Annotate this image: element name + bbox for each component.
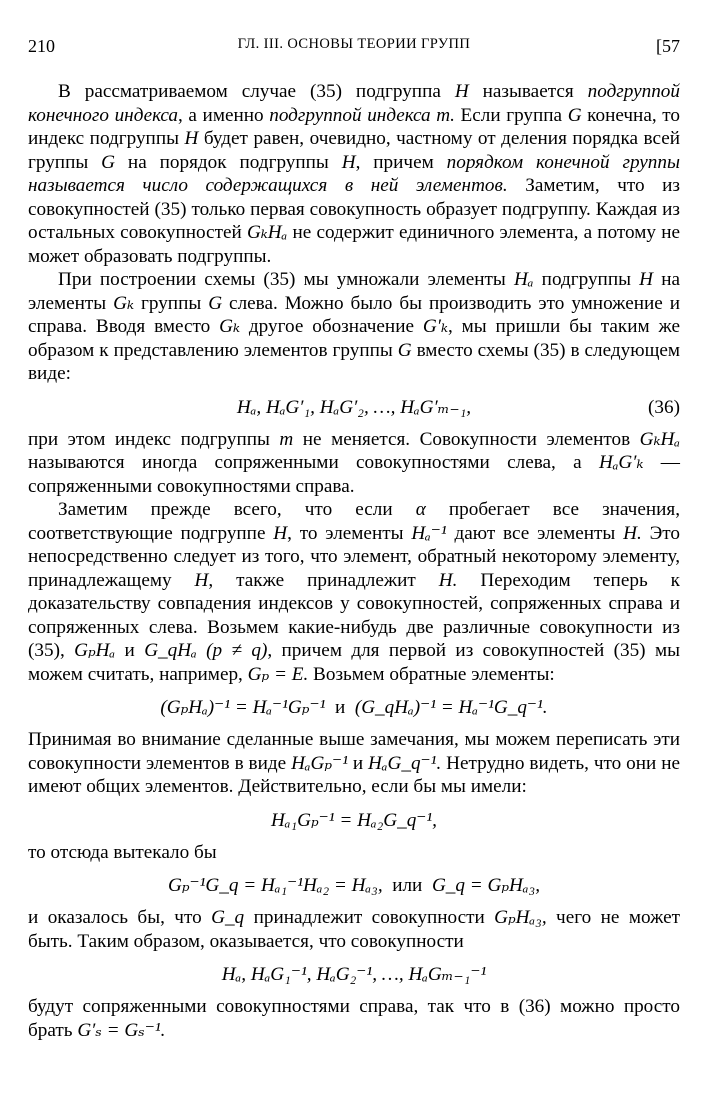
equation-consequence: Gₚ⁻¹G_q = Hₐ₁⁻¹Hₐ₂ = Hₐ₃, или G_q = GₚHₐ₃, bbox=[167, 875, 540, 896]
paragraph-4: Заметим прежде всего, что если α пробегает все значения, соответствующие подгруппе H, то элементы Hₐ⁻¹ дают все элементы H. Это непосредственно следует из того, что элемент, обратный некоторому элементу, принадлежащему H, также принадлежит H. Переходим теперь к доказательству совпадения индексов у совокупностей, сопряженных справа и сопряженных слева. Возьмем какие-нибудь две различные совокупности из (35), GₚHₐ и G_qHₐ (p ≠ q), причем для первой из совокупностей (35) мы можем считать, например, Gₚ = E. Возьмем обратные элементы: bbox=[28, 499, 680, 685]
section-number: [57 bbox=[656, 36, 680, 56]
equation-36 bbox=[28, 396, 680, 420]
equation-inverses: (GₚHₐ)⁻¹ = Hₐ⁻¹Gₚ⁻¹ и (G_qHₐ)⁻¹ = Hₐ⁻¹G_q⁻¹. bbox=[160, 697, 548, 718]
paragraph-2: При построении схемы (35) мы умножали элементы Hₐ подгруппы H на элементы Gₖ группы G слева. Можно было бы производить это умножение и справа. Вводя вместо Gₖ другое обозначение G′ₖ, мы пришли бы таким же образом к представлению элементов группы G вместо схемы (35) в следующем виде: bbox=[28, 269, 681, 384]
equation-36-body: Hₐ, HₐG′₁, HₐG′₂, …, HₐG′ₘ₋₁, bbox=[236, 396, 472, 418]
book-page bbox=[28, 36, 680, 1042]
paragraph-1: В рассматриваемом случае (35) подгруппа H называется подгруппой конечного индекса, а именно подгруппой индекса m. Если группа G конечна, то индекс подгруппы H будет равен, очевидно, частному от деления порядка всей группы G на порядок подгруппы H, причем порядком конечной группы называется число содержащихся в ней элементов. Заметим, что из совокупностей (35) только первая совокупность образует подгруппу. Каждая из остальных совокупностей GₖHₐ не содержит единичного элемента, а потому не может образовать подгруппы. bbox=[28, 81, 680, 267]
paragraph-8: будут сопряженными совокупностями справа, так что в (36) можно просто брать G′ₛ = Gₛ⁻¹. bbox=[28, 996, 680, 1041]
paragraph-6: то отсюда вытекало бы bbox=[28, 841, 217, 863]
page-number: 210 bbox=[28, 36, 55, 56]
paragraph-5: Принимая во внимание сделанные выше замечания, мы можем переписать эти совокупности элементов в виде HₐGₚ⁻¹ и HₐG_q⁻¹. Нетрудно видеть, что они не имеют общих элементов. Действительно, если бы мы имели: bbox=[28, 729, 680, 797]
equation-right-cosets: Hₐ, HₐG₁⁻¹, HₐG₂⁻¹, …, HₐGₘ₋₁⁻¹ bbox=[221, 964, 487, 985]
paragraph-3: при этом индекс подгруппы m не меняется. Совокупности элементов GₖHₐ называются иногда сопряженными совокупностями слева, а HₐG′ₖ — сопряженными совокупностями справа. bbox=[28, 428, 680, 497]
equation-36-number: (36) bbox=[648, 396, 680, 418]
running-title: ГЛ. III. ОСНОВЫ ТЕОРИИ ГРУПП bbox=[237, 36, 471, 52]
paragraph-7: и оказалось бы, что G_q принадлежит совокупности GₚHₐ₃, чего не может быть. Таким образом, оказывается, что совокупности bbox=[28, 907, 680, 952]
page-header bbox=[28, 36, 680, 60]
equation-supposition: Hₐ₁Gₚ⁻¹ = Hₐ₂G_q⁻¹, bbox=[271, 809, 437, 831]
